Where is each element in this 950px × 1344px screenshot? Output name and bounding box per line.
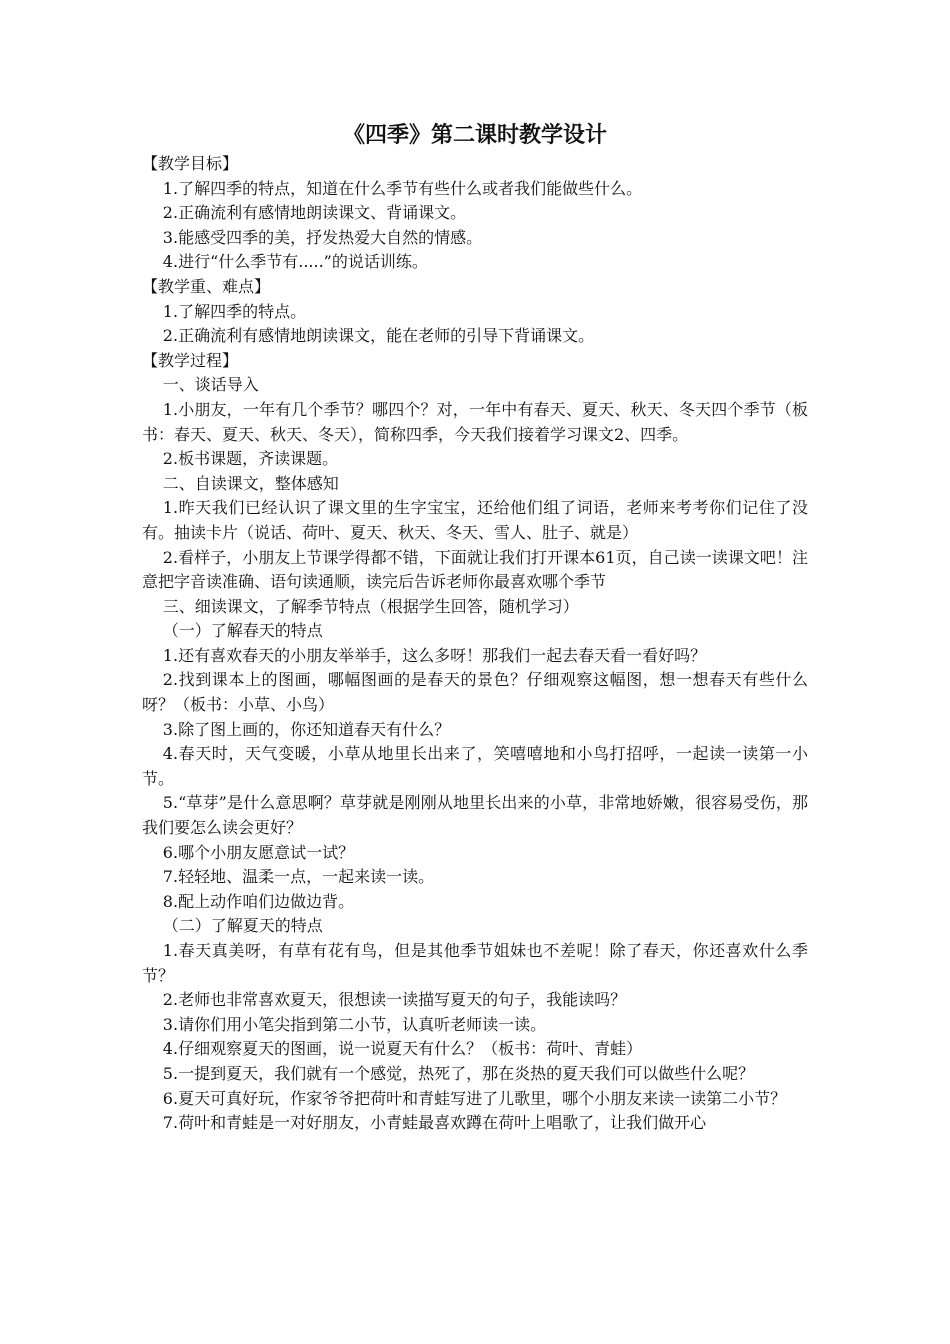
paragraph: 2.板书课题，齐读课题。 bbox=[162, 449, 339, 469]
paragraph: 8.配上动作咱们边做边背。 bbox=[162, 891, 355, 911]
paragraph: 1.了解四季的特点，知道在什么季节有些什么或者我们能做些什么。 bbox=[162, 178, 643, 198]
paragraph: 2.正确流利有感情地朗读课文，能在老师的引导下背诵课文。 bbox=[162, 326, 595, 346]
subsection-heading: 二、自读课文，整体感知 bbox=[162, 473, 339, 493]
paragraph: 4.春天时，天气变暖，小草从地里长出来了，笑嘻嘻地和小鸟打招呼，一起读一读第一小节。 bbox=[142, 744, 808, 788]
section-heading: 【教学重、难点】 bbox=[142, 276, 271, 296]
paragraph: 2.正确流利有感情地朗读课文、背诵课文。 bbox=[162, 203, 467, 223]
paragraph: 6.夏天可真好玩，作家爷爷把荷叶和青蛙写进了儿歌里，哪个小朋友来读一读第二小节？ bbox=[162, 1088, 787, 1108]
paragraph: 4.仔细观察夏天的图画，说一说夏天有什么？（板书：荷叶、青蛙） bbox=[162, 1039, 643, 1059]
document-body bbox=[142, 152, 808, 1136]
paragraph: 2.看样子，小朋友上节课学得都不错，下面就让我们打开课本61页，自己读一读课文吧！注意把字音读准确、语句读通顺，读完后告诉老师你最喜欢哪个季节 bbox=[142, 547, 808, 592]
paragraph: 4.进行“什么季节有.....”的说话训练。 bbox=[162, 252, 428, 272]
paragraph: 1.还有喜欢春天的小朋友举举手，这么多呀！那我们一起去春天看一看好吗？ bbox=[162, 645, 707, 665]
paragraph: 1.了解四季的特点。 bbox=[162, 301, 307, 321]
paragraph: 7.荷叶和青蛙是一对好朋友，小青蛙最喜欢蹲在荷叶上唱歌了，让我们做开心 bbox=[162, 1113, 707, 1133]
paragraph: 1.小朋友，一年有几个季节？哪四个？对，一年中有春天、夏天、秋天、冬天四个季节（板书：春天、夏天、秋天、冬天），简称四季，今天我们接着学习课文2、四季。 bbox=[142, 399, 808, 444]
paragraph: 1.昨天我们已经认识了课文里的生字宝宝，还给他们组了词语，老师来考考你们记住了没有。抽读卡片（说话、荷叶、夏天、秋天、冬天、雪人、肚子、就是） bbox=[142, 498, 808, 542]
paragraph: 3.除了图上画的，你还知道春天有什么？ bbox=[162, 719, 451, 739]
paragraph: 7.轻轻地、温柔一点，一起来读一读。 bbox=[162, 867, 435, 887]
paragraph: 3.能感受四季的美，抒发热爱大自然的情感。 bbox=[162, 227, 483, 247]
subsection-heading: 三、细读课文，了解季节特点（根据学生回答，随机学习） bbox=[162, 596, 579, 616]
subsection-heading: （二）了解夏天的特点 bbox=[162, 916, 323, 936]
paragraph: 6.哪个小朋友愿意试一试？ bbox=[162, 842, 355, 862]
paragraph: 1.春天真美呀，有草有花有鸟，但是其他季节姐妹也不差呢！除了春天，你还喜欢什么季节？ bbox=[142, 941, 808, 985]
subsection-heading: （一）了解春天的特点 bbox=[162, 621, 323, 641]
section-heading: 【教学过程】 bbox=[142, 350, 239, 370]
paragraph: 3.请你们用小笔尖指到第二小节，认真听老师读一读。 bbox=[162, 1014, 547, 1034]
document-title: 《四季》第二课时教学设计 bbox=[342, 122, 607, 148]
paragraph: 5.一提到夏天，我们就有一个感觉，热死了，那在炎热的夏天我们可以做些什么呢？ bbox=[162, 1063, 755, 1083]
paragraph: 2.找到课本上的图画，哪幅图画的是春天的景色？仔细观察这幅图，想一想春天有些什么呀？（板书：小草、小鸟） bbox=[142, 670, 808, 715]
paragraph: 2.老师也非常喜欢夏天，很想读一读描写夏天的句子，我能读吗？ bbox=[162, 990, 627, 1010]
subsection-heading: 一、谈话导入 bbox=[162, 375, 259, 395]
document-content bbox=[142, 118, 808, 1136]
section-heading: 【教学目标】 bbox=[142, 154, 239, 173]
paragraph: 5.“草芽”是什么意思啊？草芽就是刚刚从地里长出来的小草，非常地娇嫩，很容易受伤，那我们要怎么读会更好？ bbox=[142, 793, 808, 838]
